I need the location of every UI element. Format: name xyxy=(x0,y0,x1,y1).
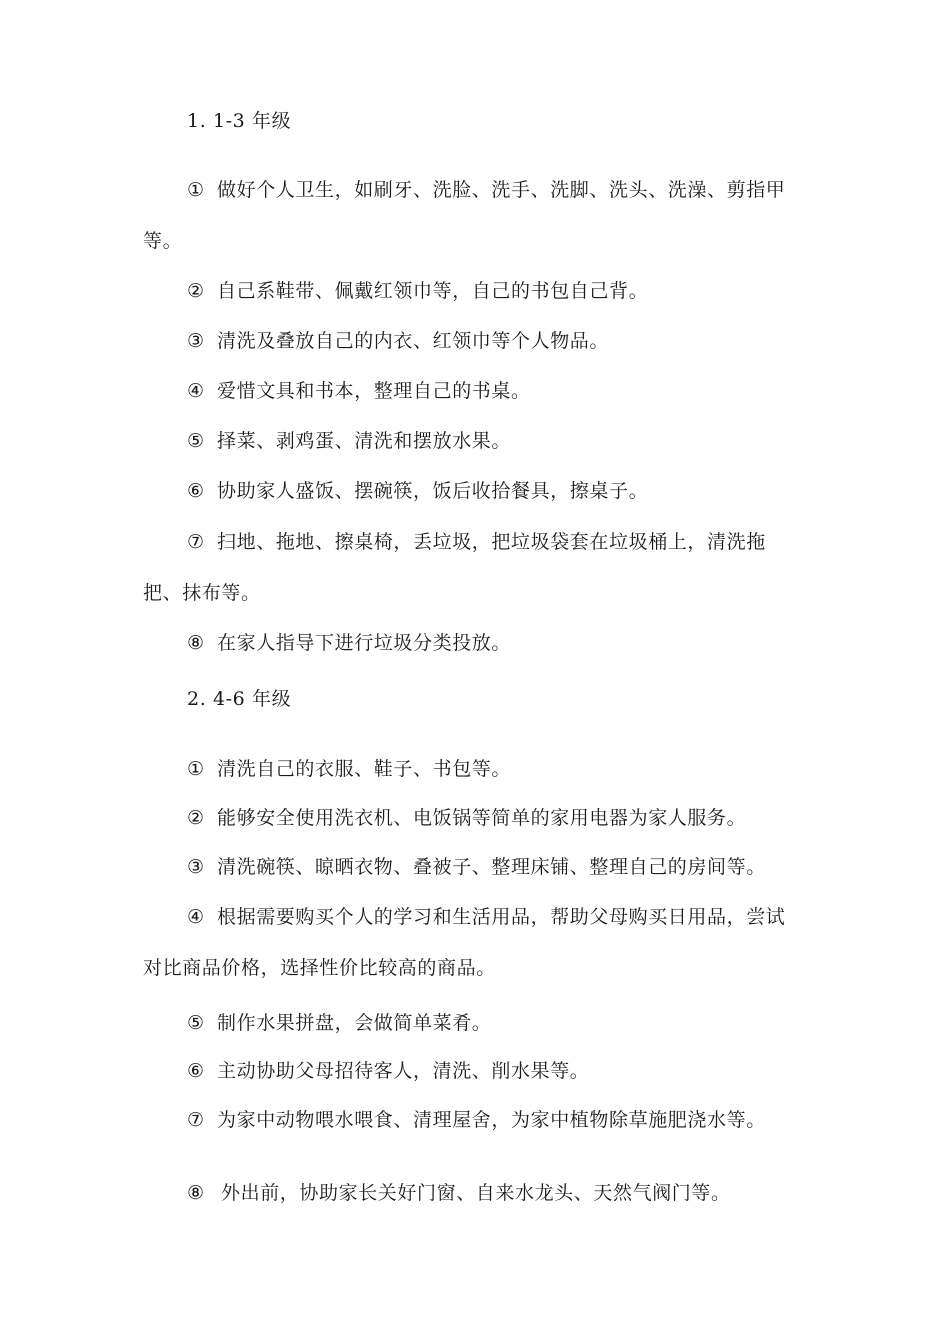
item-number: ⑦ xyxy=(187,531,205,553)
item-number: ④ xyxy=(187,380,205,402)
item-number: ② xyxy=(187,280,205,302)
item-number: ① xyxy=(187,758,205,780)
item-text: 爱惜文具和书本，整理自己的书桌。 xyxy=(217,380,531,402)
list-item xyxy=(0,177,950,203)
list-item xyxy=(0,278,950,304)
item-number: ⑦ xyxy=(187,1109,205,1131)
list-item xyxy=(0,1180,950,1206)
item-number: ⑤ xyxy=(187,430,205,452)
item-number: ③ xyxy=(187,330,205,352)
item-number: ⑧ xyxy=(187,1182,205,1204)
item-number: ⑥ xyxy=(187,480,205,502)
list-item xyxy=(0,529,950,555)
item-text: 主动协助父母招待客人，清洗、削水果等。 xyxy=(217,1060,590,1082)
list-item xyxy=(0,1107,950,1133)
list-item xyxy=(0,328,950,354)
item-text: 清洗碗筷、晾晒衣物、叠被子、整理床铺、整理自己的房间等。 xyxy=(217,856,766,878)
item-number: ⑧ xyxy=(187,632,205,654)
item-text: 择菜、剥鸡蛋、清洗和摆放水果。 xyxy=(217,430,512,452)
item-number: ② xyxy=(187,807,205,829)
item-text-continuation: 把、抹布等。 xyxy=(143,582,261,604)
item-number: ⑤ xyxy=(187,1012,205,1034)
item-text: 根据需要购买个人的学习和生活用品，帮助父母购买日用品，尝试 xyxy=(217,906,786,928)
list-item xyxy=(0,630,950,656)
item-text: 在家人指导下进行垃圾分类投放。 xyxy=(217,632,512,654)
item-text: 做好个人卫生，如刷牙、洗脸、洗手、洗脚、洗头、洗澡、剪指甲 xyxy=(217,179,786,201)
section-heading-grades-4-6: 2. 4-6 年级 xyxy=(187,688,292,710)
item-number: ③ xyxy=(187,856,205,878)
list-item xyxy=(0,478,950,504)
item-number: ④ xyxy=(187,906,205,928)
list-item xyxy=(0,904,950,930)
list-item xyxy=(0,756,950,782)
list-item xyxy=(0,428,950,454)
item-text: 外出前，协助家长关好门窗、自来水龙头、天然气阀门等。 xyxy=(221,1182,731,1204)
item-text: 为家中动物喂水喂食、清理屋舍，为家中植物除草施肥浇水等。 xyxy=(217,1109,766,1131)
list-item xyxy=(0,1010,950,1036)
list-item xyxy=(0,1058,950,1084)
section-heading-grades-1-3: 1. 1-3 年级 xyxy=(187,110,292,132)
item-number: ① xyxy=(187,179,205,201)
item-text: 协助家人盛饭、摆碗筷，饭后收拾餐具，擦桌子。 xyxy=(217,480,649,502)
item-text: 能够安全使用洗衣机、电饭锅等简单的家用电器为家人服务。 xyxy=(217,807,747,829)
list-item xyxy=(0,378,950,404)
item-text: 制作水果拼盘，会做简单菜肴。 xyxy=(217,1012,492,1034)
item-text: 清洗及叠放自己的内衣、红领巾等个人物品。 xyxy=(217,330,610,352)
item-text-continuation: 对比商品价格，选择性价比较高的商品。 xyxy=(143,957,496,979)
item-number: ⑥ xyxy=(187,1060,205,1082)
item-text: 清洗自己的衣服、鞋子、书包等。 xyxy=(217,758,512,780)
item-text: 自己系鞋带、佩戴红领巾等，自己的书包自己背。 xyxy=(217,280,649,302)
item-text: 扫地、拖地、擦桌椅，丢垃圾，把垃圾袋套在垃圾桶上，清洗拖 xyxy=(217,531,766,553)
list-item xyxy=(0,854,950,880)
list-item xyxy=(0,805,950,831)
item-text-continuation: 等。 xyxy=(143,230,183,252)
